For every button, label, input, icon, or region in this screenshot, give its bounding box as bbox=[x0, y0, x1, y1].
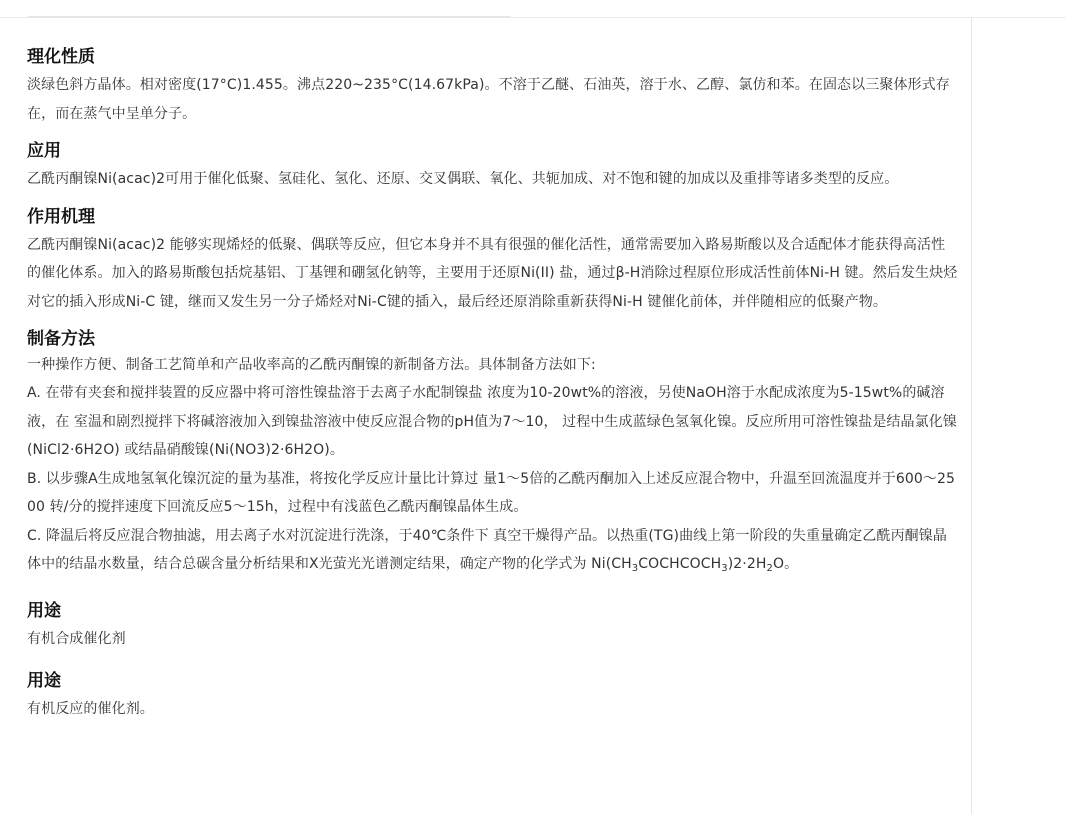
section-paragraph: 一种操作方便、制备工艺简单和产品收率高的乙酰丙酮镍的新制备方法。具体制备方法如下: bbox=[27, 357, 596, 373]
chemical-formula bbox=[591, 556, 798, 572]
article-body bbox=[27, 45, 959, 724]
formula-subscript: 2 bbox=[766, 563, 773, 574]
section-application bbox=[27, 139, 959, 194]
content-card bbox=[0, 18, 972, 814]
formula-part: )2·2H bbox=[727, 556, 767, 572]
section-title: 制备方法 bbox=[27, 329, 95, 349]
formula-part: Ni(CH bbox=[591, 556, 632, 572]
formula-subscript: 3 bbox=[721, 563, 728, 574]
section-paragraph: 淡绿色斜方晶体。相对密度(17°C)1.455。沸点220~235°C(14.67kPa)。不溶于乙醚、石油英，溶于水、乙醇、氯仿和苯。在固态以三聚体形式存在，而在蒸气中呈单分子。 bbox=[27, 77, 950, 122]
section-title: 应用 bbox=[27, 141, 61, 161]
section-paragraph: 乙酰丙酮镍Ni(acac)2 能够实现烯烃的低聚、偶联等反应，但它本身并不具有很强的催化活性，通常需要加入路易斯酸以及合适配体才能获得高活性的催化体系。加入的路易斯酸包括烷基铝、丁基锂和硼氢化钠等，主要用于还原Ni(II) 盐，通过β-H消除过程原位形成活性前体Ni-H 键。然后发生炔烃对它的插入形成Ni-C 键，继而又发生另一分子烯烃对Ni-C键的插入，最后经还原消除重新获得Ni-H 键催化前体，并伴随相应的低聚产物。 bbox=[27, 236, 958, 310]
section-usage bbox=[27, 599, 959, 654]
section-title: 用途 bbox=[27, 600, 61, 621]
section-usage-2 bbox=[27, 669, 959, 724]
section-paragraph: 乙酰丙酮镍Ni(acac)2可用于催化低聚、氢硅化、氢化、还原、交叉偶联、氧化、共轭加成、对不饱和键的加成以及重排等诸多类型的反应。 bbox=[27, 171, 899, 187]
section-paragraph: A. 在带有夹套和搅拌装置的反应器中将可溶性镍盐溶于去离子水配制镍盐 浓度为10-20wt%的溶液，另使NaOH溶于水配成浓度为5-15wt%的碱溶液，在 室温和剧烈搅拌下将碱溶液加入到镍盐溶液中使反应混合物的pH值为7～10， 过程中生成蓝绿色氢氧化镍。反应所用可溶性镍盐是结晶氯化镍(NiCl2·6H2O) 或结晶硝酸镍(Ni(NO3)2·6H2O)。 bbox=[27, 385, 957, 458]
section-paragraph-formula bbox=[27, 522, 959, 579]
section-physical-properties bbox=[27, 45, 959, 128]
section-paragraph: 有机反应的催化剂。 bbox=[27, 701, 154, 717]
section-title: 理化性质 bbox=[27, 47, 95, 67]
section-preparation bbox=[27, 327, 959, 579]
section-title: 作用机理 bbox=[27, 206, 95, 227]
section-paragraph: 有机合成催化剂 bbox=[27, 630, 126, 647]
section-paragraph: B. 以步骤A生成地氢氧化镍沉淀的量为基准，将按化学反应计量比计算过 量1～5倍的乙酰丙酮加入上述反应混合物中，升温至回流温度并于600～2500 转/分的搅拌速度下回流反应5～15h，过程中有浅蓝色乙酰丙酮镍晶体生成。 bbox=[27, 470, 955, 515]
formula-subscript: 3 bbox=[631, 563, 639, 574]
paragraph-text: C. 降温后将反应混合物抽滤，用去离子水对沉淀进行洗涤，于40℃条件下 真空干燥得产品。以热重(TG)曲线上第一阶段的失重量确定乙酰丙酮镍晶体中的结晶水数量，结合总碳含量分析结果和X光萤光光谱测定结果，确定产物的化学式为 bbox=[27, 527, 947, 572]
section-mechanism bbox=[27, 205, 959, 317]
section-title: 用途 bbox=[27, 671, 61, 691]
formula-part: COCHCOCH bbox=[638, 556, 722, 572]
formula-part: O。 bbox=[772, 556, 799, 572]
